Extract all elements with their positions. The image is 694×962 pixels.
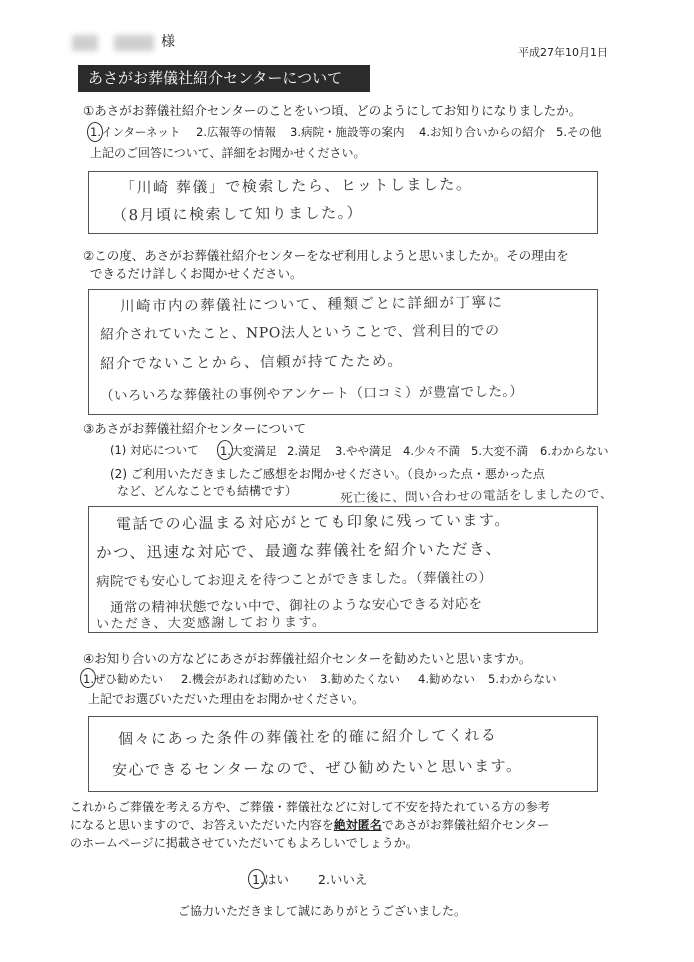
q1-option-2: 2.広報等の情報 xyxy=(196,125,276,139)
thanks-message: ご協力いただきまして誠にありがとうございました。 xyxy=(178,904,467,918)
q1-answer-line-2: （8月頃に検索して知りました。） xyxy=(111,203,364,225)
q4-question: ④お知り合いの方などにあさがお葬儀社紹介センターを勧めたいと思いますか。 xyxy=(83,651,532,666)
q3-option-3: 3.やや満足 xyxy=(335,444,392,458)
q3-option-2: 2.満足 xyxy=(287,444,321,458)
q3-answer-line-4: 通常の精神状態でない中で、御社のような安心できる対応を xyxy=(109,596,483,616)
q4-answer-line-2: 安心できるセンターなので、ぜひ勧めたいと思います。 xyxy=(111,756,523,780)
q1-option-5: 5.その他 xyxy=(556,125,602,139)
q1-answer-line-1: 「川崎 葬儀」で検索したら、ヒットしました。 xyxy=(119,175,473,197)
q3-sub2-line-2: など、どんなことでも結構です） xyxy=(117,484,298,498)
q4-option-5: 5.わからない xyxy=(488,672,557,686)
q4-detail-prompt: 上記でお選びいただいた理由をお聞かせください。 xyxy=(88,692,365,706)
q3-answer-line-5: いただき、大変感謝しております。 xyxy=(95,614,327,633)
q2-answer-line-2: 紹介されていたこと、NPO法人ということで、営利目的での xyxy=(99,322,500,344)
redacted-name-1 xyxy=(72,35,98,51)
q3-option-6: 6.わからない xyxy=(540,444,609,458)
q1-option-3: 3.病院・施設等の案内 xyxy=(290,125,405,139)
closing-line-2-pre: になると思いますので、お答えいただいた内容を xyxy=(70,818,334,832)
q2-answer-line-4: （いろいろな葬儀社の事例やアンケート（口コミ）が豊富でした。） xyxy=(99,383,524,405)
q3-option-1: 1.大変満足 xyxy=(220,444,277,458)
q4-option-1: 1.ぜひ勧めたい xyxy=(83,672,163,686)
q2-answer-line-1: 川崎市内の葬儀社について、種類ごとに詳細が丁寧に xyxy=(119,294,504,316)
redacted-name-2 xyxy=(114,35,154,51)
q3-sub2-line-1: (2) ご利用いただきましたご感想をお聞かせください。（良かった点・悪かった点 xyxy=(110,467,545,481)
section-title: あさがお葬儀社紹介センターについて xyxy=(78,65,370,92)
closing-line-3: のホームページに掲載させていただいてもよろしいでしょうか。 xyxy=(70,836,418,850)
q3-answer-line-3: 病院でも安心してお迎えを待つことができました。（葬儀社の） xyxy=(95,569,493,591)
q3-answer-line-2: かつ、迅速な対応で、最適な葬儀社を紹介いただき、 xyxy=(95,539,503,563)
anonymous-emphasis: 絶対匿名 xyxy=(333,818,382,832)
q3-sub1-label: (1) 対応について xyxy=(110,443,199,457)
q1-question: ①あさがお葬儀社紹介センターのことをいつ頃、どのようにしてお知りになりましたか。 xyxy=(83,103,582,118)
q4-option-4: 4.勧めない xyxy=(418,672,475,686)
q4-option-3: 3.勧めたくない xyxy=(320,672,400,686)
q4-answer-line-1: 個々にあった条件の葬儀社を的確に紹介してくれる xyxy=(117,726,498,748)
q3-answer-overflow: 死亡後に、問い合わせの電話をしましたので、 xyxy=(339,485,613,506)
q2-answer-line-3: 紹介でないことから、信頼が持てたため。 xyxy=(99,353,404,373)
q3-option-4: 4.少々不満 xyxy=(403,444,460,458)
q1-option-1: 1.インターネット xyxy=(90,125,181,139)
q1-detail-prompt: 上記のご回答について、詳細をお聞かせください。 xyxy=(90,146,366,160)
publish-no-option: 2.いいえ xyxy=(318,872,368,887)
q2-question-line-1: ②この度、あさがお葬儀社紹介センターをなぜ利用しようと思いましたか。その理由を xyxy=(83,248,569,263)
publish-yes-option: 1.はい xyxy=(252,872,289,887)
survey-date: 平成27年10月1日 xyxy=(518,46,608,59)
q1-option-4: 4.お知り合いからの紹介 xyxy=(419,125,545,139)
closing-line-2 xyxy=(70,816,549,834)
q3-answer-line-1: 電話での心温まる対応がとても印象に残っています。 xyxy=(115,510,511,534)
q2-question-line-2: できるだけ詳しくお聞かせください。 xyxy=(90,266,303,281)
q3-option-5: 5.大変不満 xyxy=(471,444,528,458)
closing-line-1: これからご葬儀を考える方や、ご葬儀・葬儀社などに対して不安を持たれている方の参考 xyxy=(70,800,550,814)
name-suffix: 様 xyxy=(161,34,175,50)
closing-line-2-post: であさがお葬儀社紹介センター xyxy=(381,818,550,832)
q3-question: ③あさがお葬儀社紹介センターについて xyxy=(83,421,306,436)
q4-option-2: 2.機会があれば勧めたい xyxy=(181,672,307,686)
